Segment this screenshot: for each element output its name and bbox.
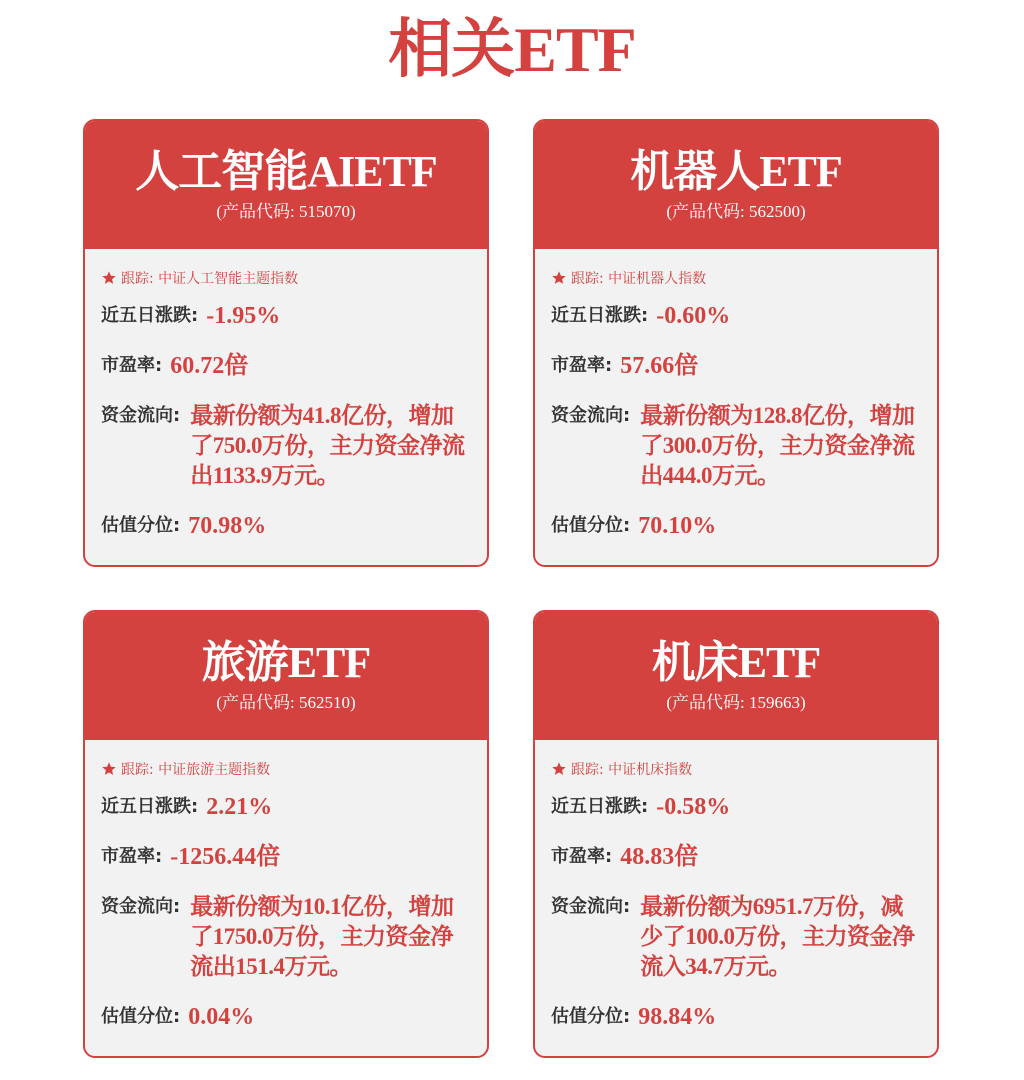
pe-row: [101, 842, 471, 872]
valuation-row: [101, 1002, 471, 1032]
pe-value: 60.72倍: [170, 353, 249, 379]
five-day-change-label: 近五日涨跌:: [551, 305, 649, 326]
valuation-value: 98.84%: [638, 1004, 717, 1030]
pe-value: 57.66倍: [620, 353, 699, 379]
valuation-value: 70.98%: [188, 513, 267, 539]
five-day-change-row: [101, 301, 471, 331]
card-header: [535, 121, 937, 249]
tracking-index: [101, 758, 471, 780]
five-day-change-row: [551, 301, 921, 331]
fund-flow-value: 最新份额为41.8亿份，增加了750.0万份，主力资金净流出1133.9万元。: [190, 403, 465, 488]
pe-row: [101, 351, 471, 381]
fund-flow-value: 最新份额为10.1亿份，增加了1750.0万份，主力资金净流出151.4万元。: [190, 894, 454, 979]
valuation-row: [551, 511, 921, 541]
card-body: [535, 249, 937, 541]
pe-label: 市盈率:: [551, 846, 613, 867]
tracking-index: [551, 267, 921, 289]
etf-card-robot: [533, 119, 939, 567]
pe-label: 市盈率:: [551, 355, 613, 376]
card-header: [535, 612, 937, 740]
etf-name: 机器人ETF: [630, 147, 842, 196]
five-day-change-row: [551, 792, 921, 822]
tracking-index-text: 跟踪: 中证旅游主题指数: [121, 762, 271, 778]
tracking-index-text: 跟踪: 中证人工智能主题指数: [121, 271, 299, 287]
product-code: (产品代码: 515070): [216, 202, 356, 221]
fund-flow-label: 资金流向:: [551, 405, 631, 426]
five-day-change-label: 近五日涨跌:: [101, 796, 199, 817]
five-day-change-value: -0.58%: [656, 794, 731, 820]
etf-name: 人工智能AIETF: [135, 147, 437, 196]
pe-value: 48.83倍: [620, 844, 699, 870]
star-icon: [551, 761, 567, 777]
valuation-row: [101, 511, 471, 541]
etf-card-ai: [83, 119, 489, 567]
valuation-label: 估值分位:: [551, 1006, 631, 1027]
fund-flow-label: 资金流向:: [101, 896, 181, 917]
star-icon: [101, 270, 117, 286]
fund-flow-label: 资金流向:: [551, 896, 631, 917]
tracking-index: [101, 267, 471, 289]
pe-row: [551, 351, 921, 381]
fund-flow-row: [101, 401, 471, 491]
fund-flow-value: 最新份额为6951.7万份，减少了100.0万份，主力资金净流入34.7万元。: [640, 894, 915, 979]
five-day-change-value: -1.95%: [206, 303, 281, 329]
product-code: (产品代码: 159663): [666, 693, 806, 712]
five-day-change-label: 近五日涨跌:: [101, 305, 199, 326]
fund-flow-row: [551, 401, 921, 491]
product-code: (产品代码: 562510): [216, 693, 356, 712]
fund-flow-row: [551, 892, 921, 982]
tracking-index-text: 跟踪: 中证机床指数: [571, 762, 693, 778]
five-day-change-label: 近五日涨跌:: [551, 796, 649, 817]
etf-card-travel: [83, 610, 489, 1058]
fund-flow-label: 资金流向:: [101, 405, 181, 426]
card-header: [85, 121, 487, 249]
star-icon: [551, 270, 567, 286]
product-code: (产品代码: 562500): [666, 202, 806, 221]
valuation-value: 70.10%: [638, 513, 717, 539]
card-body: [85, 249, 487, 541]
star-icon: [101, 761, 117, 777]
five-day-change-value: -0.60%: [656, 303, 731, 329]
tracking-index-text: 跟踪: 中证机器人指数: [571, 271, 707, 287]
pe-value: -1256.44倍: [170, 844, 281, 870]
valuation-label: 估值分位:: [551, 515, 631, 536]
valuation-row: [551, 1002, 921, 1032]
five-day-change-value: 2.21%: [206, 794, 273, 820]
pe-label: 市盈率:: [101, 846, 163, 867]
valuation-label: 估值分位:: [101, 1006, 181, 1027]
fund-flow-value: 最新份额为128.8亿份，增加了300.0万份，主力资金净流出444.0万元。: [640, 403, 915, 488]
pe-row: [551, 842, 921, 872]
card-body: [535, 740, 937, 1032]
card-body: [85, 740, 487, 1032]
valuation-label: 估值分位:: [101, 515, 181, 536]
pe-label: 市盈率:: [101, 355, 163, 376]
page-title: 相关ETF: [388, 14, 636, 85]
card-header: [85, 612, 487, 740]
etf-card-machine-tool: [533, 610, 939, 1058]
tracking-index: [551, 758, 921, 780]
five-day-change-row: [101, 792, 471, 822]
etf-name: 机床ETF: [651, 638, 821, 687]
etf-name: 旅游ETF: [201, 638, 371, 687]
valuation-value: 0.04%: [188, 1004, 255, 1030]
fund-flow-row: [101, 892, 471, 982]
